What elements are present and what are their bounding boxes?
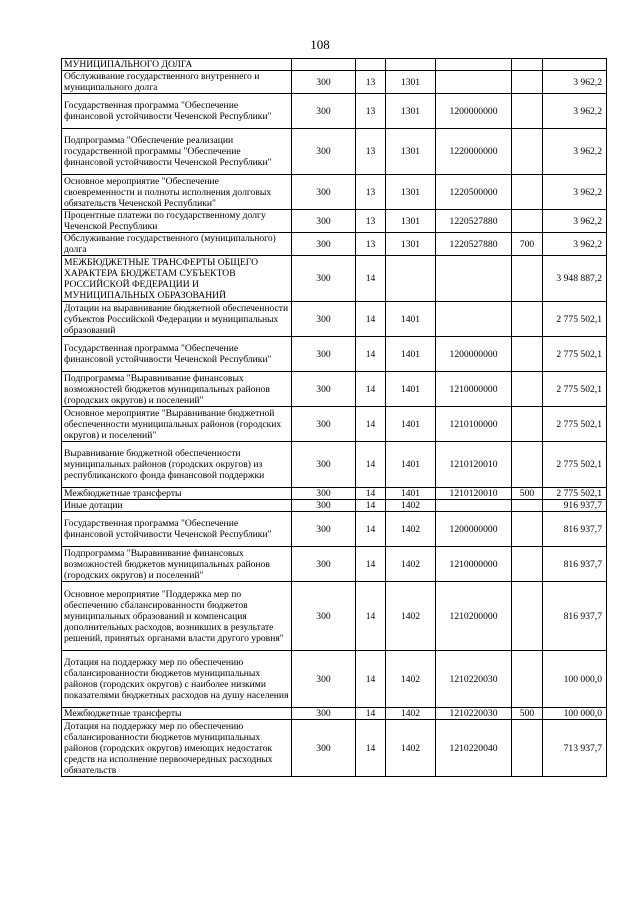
table-cell-amount: 2 775 502,1 xyxy=(543,407,607,442)
table-cell-section: 14 xyxy=(356,442,386,488)
table-cell-amount xyxy=(543,59,607,71)
table-cell-name: Подпрограмма "Обеспечение реализации государственной программы "Обеспечение финансовой устойчивости Чеченской Республики" xyxy=(62,129,292,175)
table-cell-section xyxy=(356,59,386,71)
table-cell-section: 14 xyxy=(356,372,386,407)
table-cell-expense-type xyxy=(512,547,543,582)
table-cell-admin: 300 xyxy=(292,512,356,547)
table-row xyxy=(62,71,607,94)
table-cell-target: 1200000000 xyxy=(436,94,512,129)
table-row xyxy=(62,582,607,651)
table-cell-admin: 300 xyxy=(292,407,356,442)
table-cell-name: Основное мероприятие "Выравнивание бюджетной обеспеченности муниципальных районов (городских округов) и поселений" xyxy=(62,407,292,442)
table-row xyxy=(62,708,607,720)
table-cell-subsection: 1402 xyxy=(386,582,436,651)
table-cell-expense-type xyxy=(512,720,543,777)
table-cell-expense-type: 500 xyxy=(512,488,543,500)
table-cell-amount: 3 962,2 xyxy=(543,94,607,129)
table-cell-admin: 300 xyxy=(292,337,356,372)
table-cell-expense-type xyxy=(512,210,543,233)
table-cell-subsection: 1402 xyxy=(386,500,436,512)
table-cell-subsection xyxy=(386,59,436,71)
table-row xyxy=(62,488,607,500)
table-cell-amount: 3 962,2 xyxy=(543,210,607,233)
table-row xyxy=(62,720,607,777)
table-row xyxy=(62,94,607,129)
table-cell-admin: 300 xyxy=(292,233,356,256)
table-cell-amount: 3 962,2 xyxy=(543,175,607,210)
table-cell-name: Основное мероприятие "Обеспечение своевременности и полноты исполнения долговых обязательств Чеченской Республики" xyxy=(62,175,292,210)
table-row xyxy=(62,210,607,233)
table-cell-expense-type xyxy=(512,582,543,651)
table-cell-subsection: 1402 xyxy=(386,651,436,708)
table-cell-expense-type xyxy=(512,407,543,442)
table-cell-section: 13 xyxy=(356,210,386,233)
table-row xyxy=(62,500,607,512)
table-cell-amount: 816 937,7 xyxy=(543,582,607,651)
table-cell-expense-type xyxy=(512,302,543,337)
table-cell-name: Выравнивание бюджетной обеспеченности муниципальных районов (городских округов) из республиканского фонда финансовой поддержки xyxy=(62,442,292,488)
table-row xyxy=(62,256,607,302)
table-cell-section: 14 xyxy=(356,512,386,547)
table-cell-name: Подпрограмма "Выравнивание финансовых возможностей бюджетов муниципальных районов (городских округов) и поселений" xyxy=(62,372,292,407)
table-cell-name: Межбюджетные трансферты xyxy=(62,708,292,720)
table-row xyxy=(62,129,607,175)
table-cell-admin: 300 xyxy=(292,302,356,337)
table-cell-subsection: 1401 xyxy=(386,488,436,500)
table-cell-amount: 100 000,0 xyxy=(543,708,607,720)
table-cell-expense-type xyxy=(512,372,543,407)
table-cell-amount: 3 962,2 xyxy=(543,129,607,175)
table-cell-amount: 2 775 502,1 xyxy=(543,372,607,407)
table-cell-target: 1200000000 xyxy=(436,512,512,547)
table-cell-admin: 300 xyxy=(292,94,356,129)
table-cell-target: 1210220030 xyxy=(436,708,512,720)
table-cell-section: 14 xyxy=(356,720,386,777)
table-cell-expense-type xyxy=(512,71,543,94)
table-row xyxy=(62,337,607,372)
table-cell-section: 13 xyxy=(356,129,386,175)
table-cell-name: Дотация на поддержку мер по обеспечению сбалансированности бюджетов муниципальных районов (городских округов) имеющих недостаток средств на исполнение первоочередных расходных обязательств xyxy=(62,720,292,777)
table-cell-amount: 2 775 502,1 xyxy=(543,488,607,500)
table-cell-target: 1200000000 xyxy=(436,337,512,372)
table-cell-amount: 916 937,7 xyxy=(543,500,607,512)
table-cell-target: 1210000000 xyxy=(436,372,512,407)
table-cell-subsection: 1401 xyxy=(386,337,436,372)
table-cell-subsection: 1402 xyxy=(386,708,436,720)
table-cell-amount: 3 948 887,2 xyxy=(543,256,607,302)
table-cell-admin: 300 xyxy=(292,708,356,720)
table-cell-name: Обслуживание государственного (муниципального) долга xyxy=(62,233,292,256)
table-cell-subsection: 1301 xyxy=(386,71,436,94)
table-cell-admin: 300 xyxy=(292,651,356,708)
table-cell-section: 14 xyxy=(356,256,386,302)
table-cell-target: 1210120010 xyxy=(436,442,512,488)
table-cell-expense-type xyxy=(512,59,543,71)
table-cell-target: 1220000000 xyxy=(436,129,512,175)
table-cell-section: 13 xyxy=(356,71,386,94)
table-cell-expense-type xyxy=(512,175,543,210)
table-cell-target xyxy=(436,59,512,71)
table-cell-name: Дотация на поддержку мер по обеспечению сбалансированности бюджетов муниципальных районов (городских округов) с наиболее низкими показателями бюджетных расходов на душу населения xyxy=(62,651,292,708)
table-cell-subsection: 1401 xyxy=(386,372,436,407)
table-cell-section: 14 xyxy=(356,500,386,512)
table-cell-amount: 100 000,0 xyxy=(543,651,607,708)
table-cell-target xyxy=(436,302,512,337)
table-cell-amount: 3 962,2 xyxy=(543,233,607,256)
table-cell-section: 13 xyxy=(356,94,386,129)
table-cell-section: 13 xyxy=(356,233,386,256)
table-cell-expense-type xyxy=(512,94,543,129)
table-cell-expense-type xyxy=(512,256,543,302)
table-cell-target xyxy=(436,256,512,302)
table-cell-name: Подпрограмма "Выравнивание финансовых возможностей бюджетов муниципальных районов (городских округов) и поселений" xyxy=(62,547,292,582)
table-cell-section: 13 xyxy=(356,175,386,210)
table-cell-name: Дотации на выравнивание бюджетной обеспеченности субъектов Российской Федерации и муниципальных образований xyxy=(62,302,292,337)
table-cell-name: Основное мероприятие "Поддержка мер по обеспечению сбалансированности бюджетов муниципальных образований и компенсация дополнительных расходов, возникших в результате решений, принятых органами власти другого уровня" xyxy=(62,582,292,651)
table-cell-admin: 300 xyxy=(292,175,356,210)
table-row xyxy=(62,59,607,71)
table-row xyxy=(62,442,607,488)
table-cell-section: 14 xyxy=(356,407,386,442)
table-cell-target: 1220527880 xyxy=(436,233,512,256)
table-cell-subsection: 1301 xyxy=(386,175,436,210)
table-cell-admin: 300 xyxy=(292,500,356,512)
table-cell-target: 1210220040 xyxy=(436,720,512,777)
table-cell-target xyxy=(436,71,512,94)
table-cell-expense-type xyxy=(512,129,543,175)
table-cell-subsection: 1401 xyxy=(386,407,436,442)
table-cell-subsection: 1402 xyxy=(386,720,436,777)
table-cell-subsection: 1401 xyxy=(386,302,436,337)
table-cell-name: Государственная программа "Обеспечение финансовой устойчивости Чеченской Республики" xyxy=(62,512,292,547)
table-cell-subsection xyxy=(386,256,436,302)
table-cell-admin: 300 xyxy=(292,442,356,488)
table-cell-name: МУНИЦИПАЛЬНОГО ДОЛГА xyxy=(62,59,292,71)
table-row xyxy=(62,512,607,547)
table-cell-amount: 2 775 502,1 xyxy=(543,302,607,337)
table-row xyxy=(62,372,607,407)
table-row xyxy=(62,547,607,582)
table-cell-target: 1210120010 xyxy=(436,488,512,500)
table-cell-target: 1220500000 xyxy=(436,175,512,210)
table-cell-subsection: 1301 xyxy=(386,233,436,256)
table-cell-expense-type xyxy=(512,512,543,547)
table-cell-admin: 300 xyxy=(292,547,356,582)
table-cell-name: Государственная программа "Обеспечение финансовой устойчивости Чеченской Республики" xyxy=(62,94,292,129)
table-cell-section: 14 xyxy=(356,337,386,372)
table-cell-admin: 300 xyxy=(292,372,356,407)
table-cell-admin: 300 xyxy=(292,71,356,94)
table-cell-subsection: 1301 xyxy=(386,129,436,175)
table-cell-subsection: 1402 xyxy=(386,547,436,582)
table-cell-expense-type xyxy=(512,651,543,708)
table-cell-admin: 300 xyxy=(292,256,356,302)
table-cell-expense-type xyxy=(512,337,543,372)
table-cell-expense-type xyxy=(512,500,543,512)
table-cell-expense-type: 500 xyxy=(512,708,543,720)
table-cell-admin: 300 xyxy=(292,488,356,500)
table-cell-admin: 300 xyxy=(292,129,356,175)
budget-table xyxy=(61,58,607,777)
table-cell-name: Иные дотации xyxy=(62,500,292,512)
table-cell-section: 14 xyxy=(356,708,386,720)
table-cell-target: 1210100000 xyxy=(436,407,512,442)
table-cell-section: 14 xyxy=(356,547,386,582)
page-number: 108 xyxy=(310,37,330,52)
table-row xyxy=(62,407,607,442)
table-row xyxy=(62,175,607,210)
table-cell-amount: 816 937,7 xyxy=(543,547,607,582)
table-cell-target: 1220527880 xyxy=(436,210,512,233)
table-cell-target: 1210220030 xyxy=(436,651,512,708)
table-cell-expense-type xyxy=(512,442,543,488)
table-cell-subsection: 1401 xyxy=(386,442,436,488)
table-row xyxy=(62,233,607,256)
table-cell-name: Межбюджетные трансферты xyxy=(62,488,292,500)
table-cell-section: 14 xyxy=(356,302,386,337)
table-cell-target: 1210000000 xyxy=(436,547,512,582)
table-cell-subsection: 1301 xyxy=(386,94,436,129)
table-cell-section: 14 xyxy=(356,582,386,651)
table-cell-amount: 2 775 502,1 xyxy=(543,442,607,488)
table-cell-section: 14 xyxy=(356,488,386,500)
table-cell-name: Процентные платежи по государственному долгу Чеченской Республики xyxy=(62,210,292,233)
table-row xyxy=(62,651,607,708)
table-cell-target: 1210200000 xyxy=(436,582,512,651)
table-cell-amount: 2 775 502,1 xyxy=(543,337,607,372)
table-row xyxy=(62,302,607,337)
table-cell-subsection: 1301 xyxy=(386,210,436,233)
table-cell-subsection: 1402 xyxy=(386,512,436,547)
table-cell-amount: 3 962,2 xyxy=(543,71,607,94)
table-cell-admin xyxy=(292,59,356,71)
table-cell-section: 14 xyxy=(356,651,386,708)
table-cell-amount: 816 937,7 xyxy=(543,512,607,547)
table-cell-name: Обслуживание государственного внутреннего и муниципального долга xyxy=(62,71,292,94)
table-cell-admin: 300 xyxy=(292,720,356,777)
table-cell-target xyxy=(436,500,512,512)
table-cell-name: МЕЖБЮДЖЕТНЫЕ ТРАНСФЕРТЫ ОБЩЕГО ХАРАКТЕРА БЮДЖЕТАМ СУБЪЕКТОВ РОССИЙСКОЙ ФЕДЕРАЦИИ И МУНИЦИПАЛЬНЫХ ОБРАЗОВАНИЙ xyxy=(62,256,292,302)
table-cell-amount: 713 937,7 xyxy=(543,720,607,777)
table-cell-admin: 300 xyxy=(292,582,356,651)
table-cell-expense-type: 700 xyxy=(512,233,543,256)
table-cell-admin: 300 xyxy=(292,210,356,233)
table-cell-name: Государственная программа "Обеспечение финансовой устойчивости Чеченской Республики" xyxy=(62,337,292,372)
